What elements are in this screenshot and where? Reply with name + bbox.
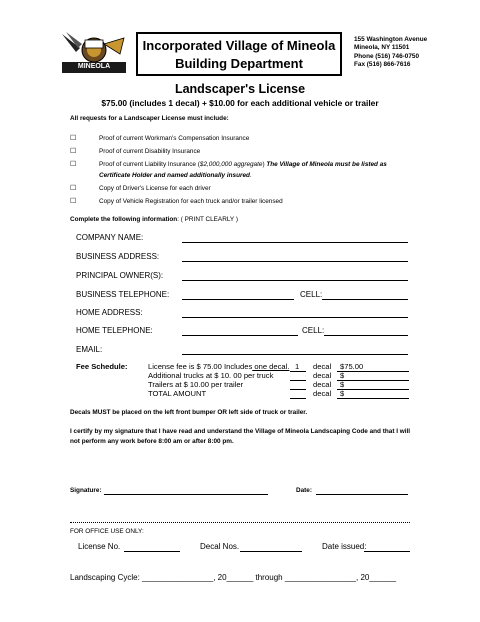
- home-address-label: HOME ADDRESS:: [76, 308, 143, 317]
- quantity-line[interactable]: [290, 389, 306, 390]
- decal-placement-note: Decals MUST be placed on the left front bumper OR left side of truck or trailer.: [70, 409, 308, 416]
- date-issued-label: Date issued:: [322, 542, 367, 551]
- quantity-line[interactable]: [290, 371, 306, 372]
- company-name-label: COMPANY NAME:: [76, 233, 144, 242]
- business-address-label: BUSINESS ADDRESS:: [76, 252, 160, 261]
- certification-statement-continued: not perform any work before 8:00 am or after 8:00 pm.: [70, 438, 234, 445]
- fee-row-amount: $: [340, 380, 345, 389]
- amount-line[interactable]: [337, 389, 409, 390]
- requirement-item: Proof of current Liability Insurance ($2,000,000 aggregate) The Village of Mineola must be listed as: [99, 161, 387, 168]
- fee-row-description: License fee is $ 75.00 Includes one decal.: [148, 362, 290, 371]
- home-telephone-line[interactable]: [182, 335, 298, 336]
- department-name: Building Department: [175, 56, 303, 71]
- amount-line[interactable]: [337, 380, 409, 381]
- cell-line[interactable]: [322, 299, 408, 300]
- email-label: EMAIL:: [76, 345, 103, 354]
- requirement-item: Proof of current Workman's Compensation Insurance: [99, 135, 250, 142]
- date-label: Date:: [296, 487, 312, 494]
- cell-label: CELL:: [300, 290, 323, 299]
- home-address-line[interactable]: [182, 317, 408, 318]
- checkbox[interactable]: ☐: [70, 148, 77, 155]
- checkbox[interactable]: ☐: [70, 198, 77, 205]
- checkbox[interactable]: ☐: [70, 135, 77, 142]
- complete-heading: Complete the following information: ( PRINT CLEARLY ): [70, 216, 238, 223]
- fee-row-quantity: 1: [295, 362, 300, 371]
- home-telephone-label: HOME TELEPHONE:: [76, 326, 153, 335]
- fee-row-unit: decal: [313, 362, 332, 371]
- principal-owner-line[interactable]: [182, 280, 408, 281]
- fee-row-amount: $75.00: [340, 362, 364, 371]
- quantity-line[interactable]: [290, 398, 306, 399]
- fee-schedule-label: Fee Schedule:: [76, 362, 128, 371]
- date-line[interactable]: [316, 494, 408, 495]
- amount-line[interactable]: [337, 398, 409, 399]
- office-use-heading: FOR OFFICE USE ONLY:: [70, 528, 144, 535]
- company-name-line[interactable]: [182, 242, 408, 243]
- requirement-item-continued: Certificate Holder and named additionally insured.: [99, 172, 252, 179]
- license-number-label: License No.: [78, 542, 121, 551]
- address-block: [354, 36, 427, 69]
- address-line: 155 Washington Avenue: [354, 36, 428, 43]
- requirements-heading: All requests for a Landscaper License must include:: [70, 115, 229, 122]
- village-seal-logo: [58, 30, 130, 76]
- department-title-box: [136, 32, 342, 76]
- cell-line[interactable]: [324, 335, 408, 336]
- date-issued-line[interactable]: [364, 551, 410, 552]
- certification-statement: I certify by my signature that I have read and understand the Village of Mineola Landscaping Code and that I will: [70, 428, 411, 435]
- license-number-line[interactable]: [124, 551, 180, 552]
- checkbox[interactable]: ☐: [70, 161, 77, 168]
- fee-row-unit: decal: [313, 389, 332, 398]
- phone-line: Phone (516) 746-0750: [354, 52, 420, 60]
- fee-row-amount: $: [340, 389, 345, 398]
- decal-numbers-line[interactable]: [240, 551, 302, 552]
- signature-line[interactable]: [104, 494, 268, 495]
- fee-row-description: Trailers at $ 10.00 per trailer: [148, 380, 244, 389]
- address-line: Mineola, NY 11501: [354, 44, 410, 52]
- cell-label: CELL:: [302, 326, 325, 335]
- quantity-line[interactable]: [290, 380, 306, 381]
- logo-text: MINEOLA: [77, 63, 111, 70]
- fee-row-unit: decal: [313, 380, 332, 389]
- fee-row-unit: decal: [313, 371, 332, 380]
- checkbox[interactable]: ☐: [70, 185, 77, 192]
- fee-summary: $75.00 (includes 1 decal) + $10.00 for each additional vehicle or trailer: [101, 98, 379, 108]
- business-address-line[interactable]: [182, 261, 408, 262]
- requirement-item: Copy of Driver's License for each driver: [99, 185, 211, 192]
- business-telephone-label: BUSINESS TELEPHONE:: [76, 290, 170, 299]
- requirement-item: Copy of Vehicle Registration for each truck and/or trailer licensed: [99, 198, 283, 205]
- fee-row-description: TOTAL AMOUNT: [148, 389, 207, 398]
- requirement-item: Proof of current Disability Insurance: [99, 148, 201, 155]
- fee-row-amount: $: [340, 371, 345, 380]
- landscaping-cycle: Landscaping Cycle: ________________, 20______ through ________________, 20______: [70, 573, 397, 582]
- decal-numbers-label: Decal Nos.: [200, 542, 240, 551]
- signature-label: Signature:: [70, 487, 102, 494]
- form-title: Landscaper's License: [174, 82, 306, 96]
- office-divider: [70, 522, 410, 523]
- business-telephone-line[interactable]: [182, 299, 294, 300]
- village-name: Incorporated Village of Mineola: [142, 38, 336, 53]
- principal-owner-label: PRINCIPAL OWNER(S):: [76, 271, 164, 280]
- fax-line: Fax (516) 866-7616: [354, 60, 411, 68]
- fee-row-description: Additional trucks at $ 10. 00 per truck: [148, 371, 274, 380]
- email-line[interactable]: [182, 354, 408, 355]
- amount-line[interactable]: [337, 371, 409, 372]
